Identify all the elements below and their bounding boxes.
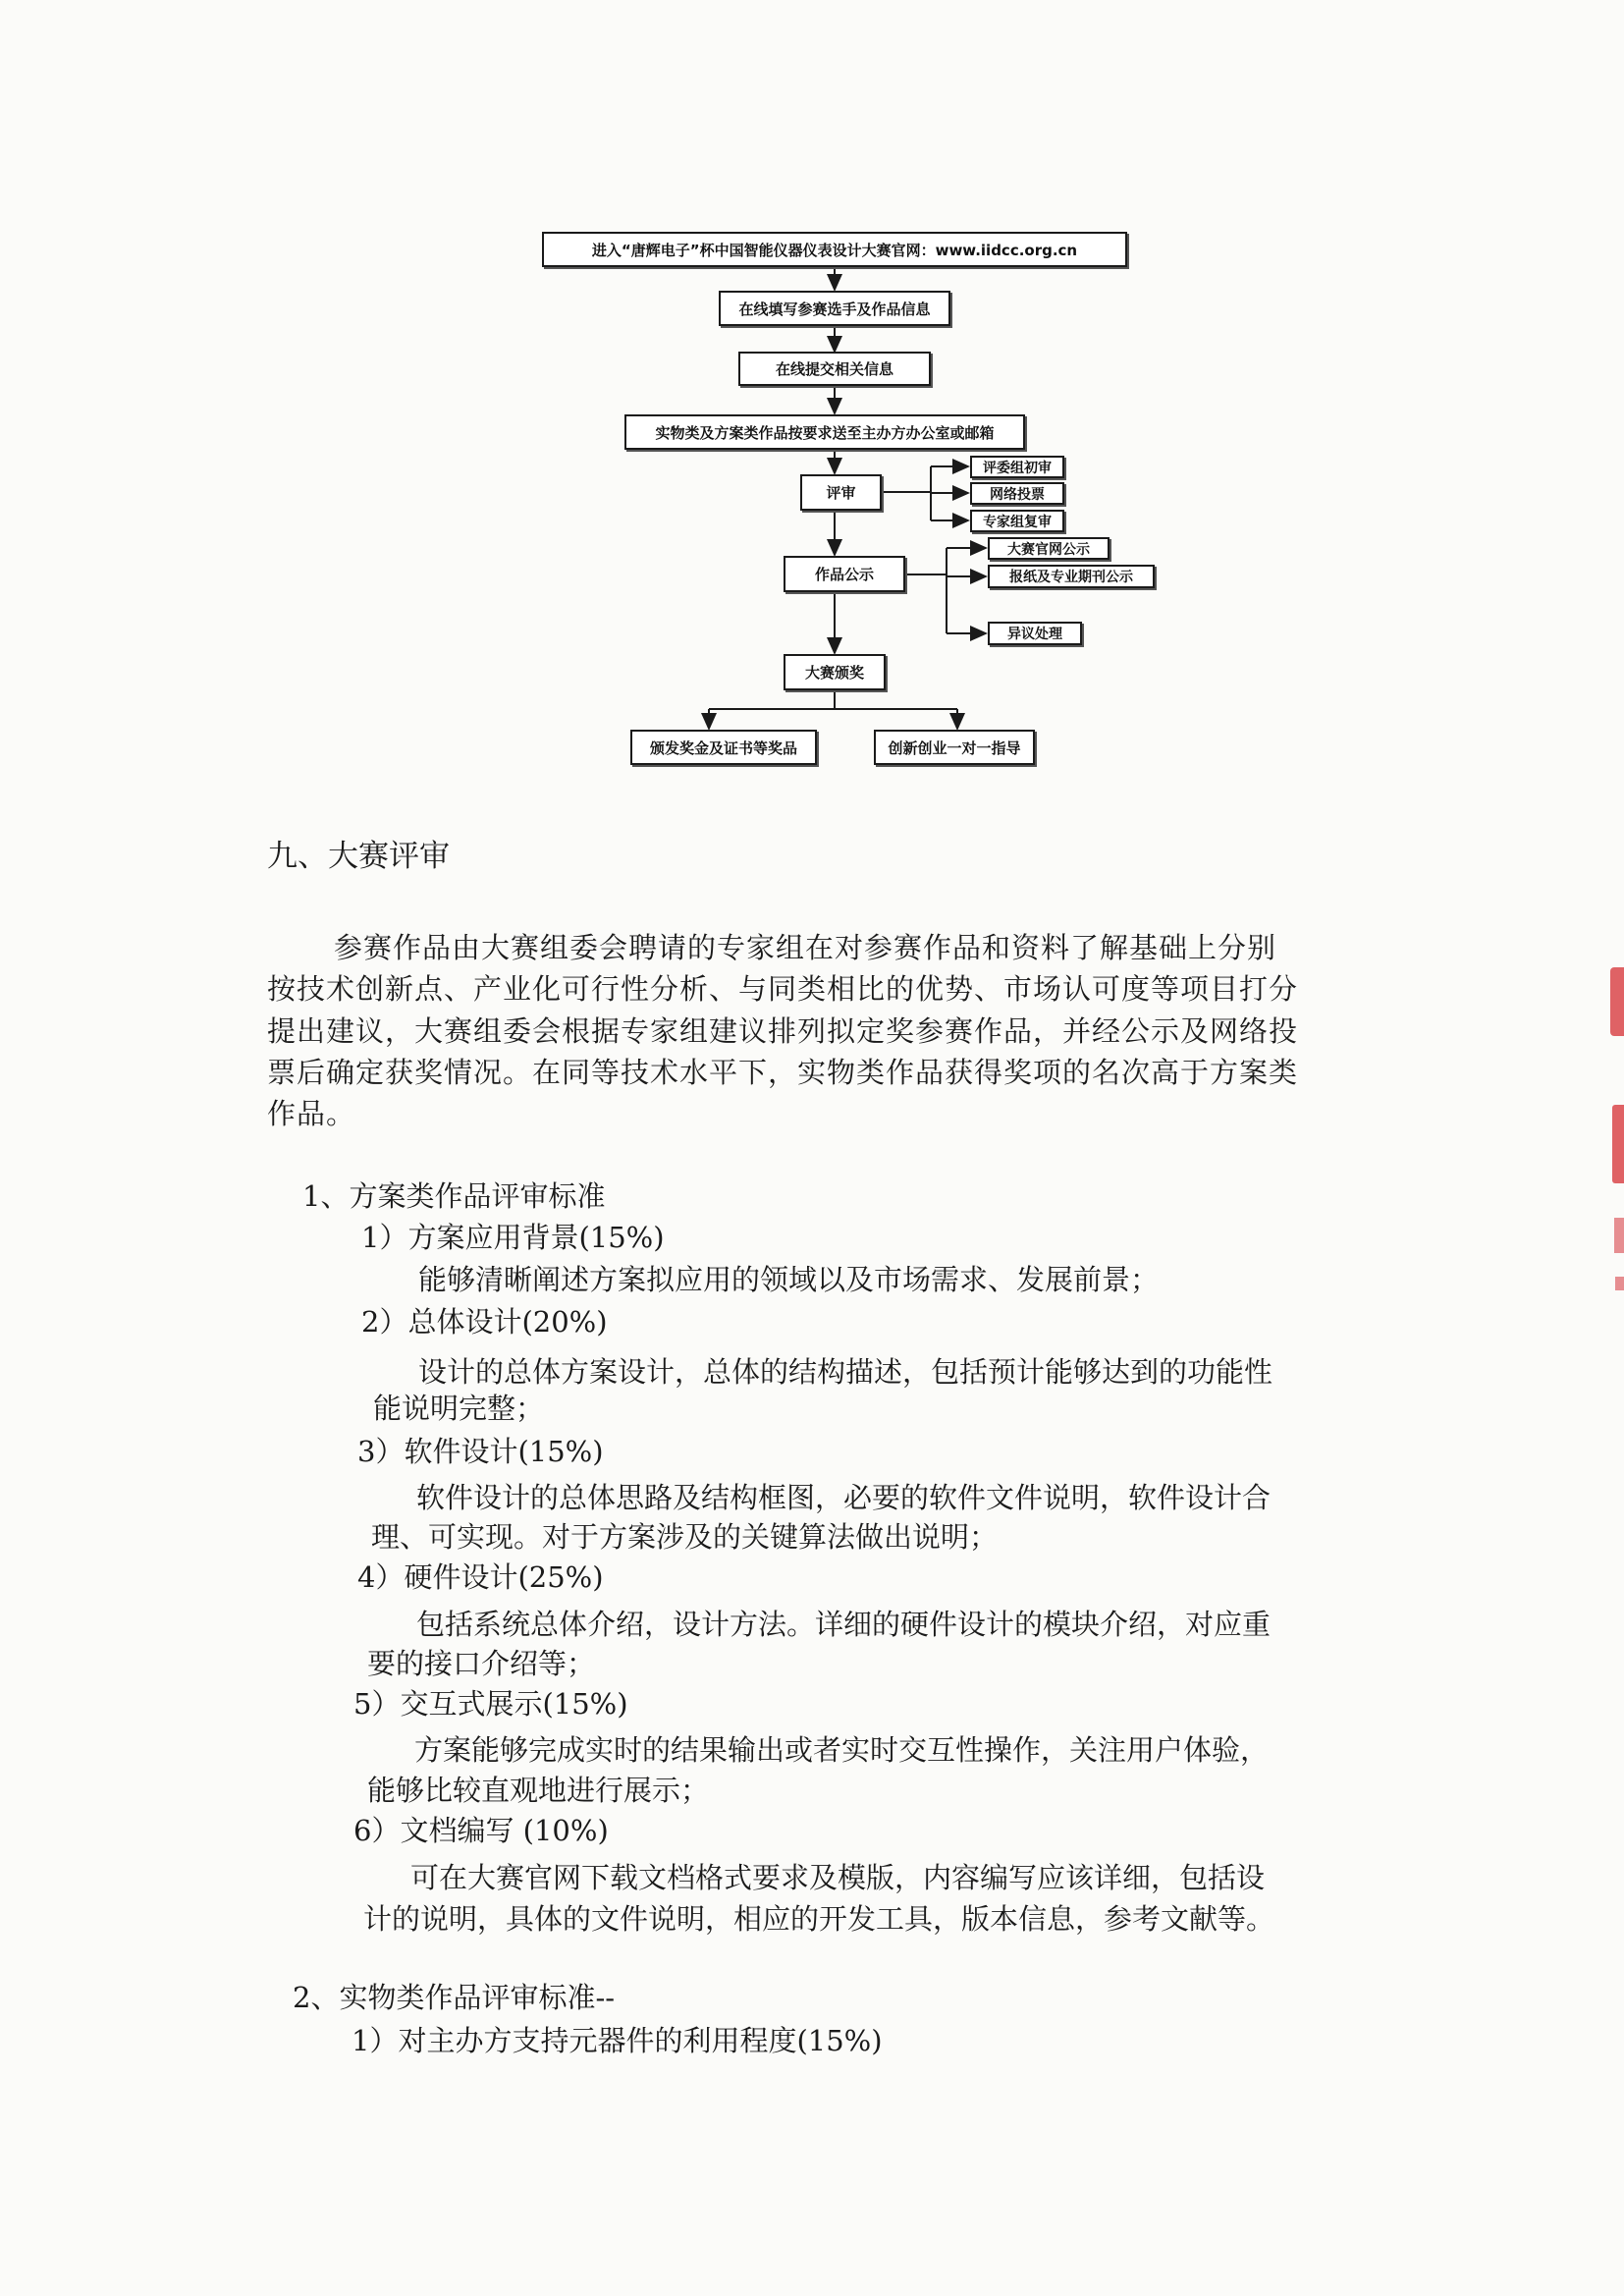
plan-criteria-heading: 1、方案类作品评审标准 xyxy=(302,1179,606,1213)
intro-line: 提出建议，大赛组委会根据专家组建议排列拟定奖参赛作品，并经公示及网络投 xyxy=(267,1014,1299,1048)
review-branch-vote: 网络投票 xyxy=(970,482,1064,505)
flow-step-send: 实物类及方案类作品按要求送至主办方办公室或邮箱 xyxy=(624,414,1025,450)
intro-line: 作品。 xyxy=(267,1097,356,1130)
award-branch-mentoring: 创新创业一对一指导 xyxy=(874,730,1035,765)
section-title: 九、大赛评审 xyxy=(267,839,450,874)
review-branch-initial: 评委组初审 xyxy=(970,456,1064,478)
criterion-description: 能说明完整； xyxy=(373,1392,545,1425)
intro-line: 参赛作品由大赛组委会聘请的专家组在对参赛作品和资料了解基础上分别 xyxy=(334,931,1277,964)
criterion-title: 5）交互式展示(15%) xyxy=(353,1687,628,1721)
criterion-title: 1）方案应用背景(15%) xyxy=(361,1221,665,1254)
flow-step-fill: 在线填写参赛选手及作品信息 xyxy=(719,291,950,326)
registration-flowchart xyxy=(0,0,1624,786)
criterion-description: 能够清晰阐述方案拟应用的领域以及市场需求、发展前景； xyxy=(418,1263,1160,1296)
publicity-branch-site: 大赛官网公示 xyxy=(988,537,1110,560)
criterion-description: 计的说明，具体的文件说明，相应的开发工具，版本信息，参考文献等。 xyxy=(363,1902,1275,1936)
criterion-title: 3）软件设计(15%) xyxy=(357,1435,604,1468)
publicity-branch-objection: 异议处理 xyxy=(988,622,1082,645)
criterion-title: 1）对主办方支持元器件的利用程度(15%) xyxy=(352,2024,883,2057)
criterion-description: 包括系统总体介绍，设计方法。详细的硬件设计的模块介绍，对应重 xyxy=(416,1608,1272,1641)
criterion-description: 设计的总体方案设计，总体的结构描述，包括预计能够达到的功能性 xyxy=(418,1355,1273,1389)
criterion-description: 能够比较直观地进行展示； xyxy=(367,1774,710,1807)
publicity-branch-press: 报纸及专业期刊公示 xyxy=(988,565,1155,588)
review-branch-expert: 专家组复审 xyxy=(970,510,1064,532)
flow-step-publicity: 作品公示 xyxy=(784,556,905,592)
physical-criteria-heading: 2、实物类作品评审标准-- xyxy=(293,1981,616,2014)
criterion-description: 方案能够完成实时的结果输出或者实时交互性操作，关注用户体验， xyxy=(414,1733,1270,1767)
award-branch-prize: 颁发奖金及证书等奖品 xyxy=(630,730,817,765)
flow-step-review: 评审 xyxy=(800,474,882,511)
criterion-description: 要的接口介绍等； xyxy=(367,1647,596,1680)
flow-step-submit: 在线提交相关信息 xyxy=(738,352,931,386)
intro-line: 按技术创新点、产业化可行性分析、与同类相比的优势、市场认可度等项目打分 xyxy=(267,972,1299,1006)
criterion-title: 6）文档编写 (10%) xyxy=(353,1814,609,1847)
criterion-title: 2）总体设计(20%) xyxy=(361,1305,608,1339)
flow-step-site: 进入“唐辉电子”杯中国智能仪器仪表设计大赛官网：www.iidcc.org.cn xyxy=(542,232,1127,267)
intro-line: 票后确定获奖情况。在同等技术水平下，实物类作品获得奖项的名次高于方案类 xyxy=(267,1056,1299,1089)
criterion-title: 4）硬件设计(25%) xyxy=(357,1560,604,1594)
criterion-description: 可在大赛官网下载文档格式要求及模版，内容编写应该详细，包括设 xyxy=(410,1861,1266,1894)
criterion-description: 理、可实现。对于方案涉及的关键算法做出说明； xyxy=(371,1520,999,1554)
flow-step-award: 大赛颁奖 xyxy=(784,654,886,690)
criterion-description: 软件设计的总体思路及结构框图，必要的软件文件说明，软件设计合 xyxy=(416,1481,1272,1514)
